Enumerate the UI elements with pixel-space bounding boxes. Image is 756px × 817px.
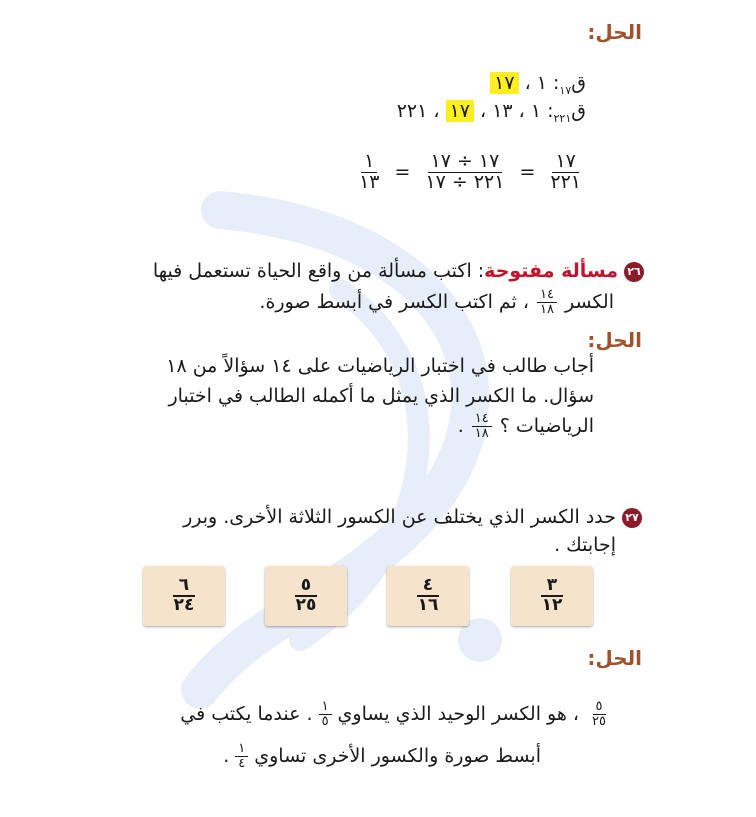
question-27-line-1 [183, 506, 642, 528]
answer-text: ، هو الكسر الوحيد الذي يساوي [337, 703, 580, 726]
answer-26-line-2: سؤال. ما الكسر الذي يمثل ما أكمله الطالب في اختبار [168, 385, 594, 407]
highlighted-factor: ١٧ [490, 72, 518, 94]
fraction-original: $\frac{١٧}{٢٢١}$ [550, 150, 581, 193]
fraction-result: $\frac{١}{١٣}$ [359, 150, 380, 193]
answer-text: . عندما يكتب في [180, 703, 313, 726]
factors-221-line [397, 100, 586, 125]
fraction-card-3: $\frac{٥}{٢٥}$ [265, 566, 347, 626]
fraction-5-25: $\frac{٥}{٢٥}$ [592, 699, 606, 729]
answer-text: أبسط صورة والكسور الأخرى تساوي [254, 745, 541, 768]
answer-27-line-2 [223, 742, 541, 770]
solution-label-1: الحل: [587, 20, 642, 44]
watermark-logo [140, 170, 560, 730]
fraction-division: $\frac{١٧ \div ١٧}{٢٢١ \div ١٧}$ [425, 150, 505, 193]
equals-sign: = [394, 161, 411, 184]
question-number-badge: ٢٦ [624, 262, 644, 282]
highlighted-factor: ١٧ [446, 100, 474, 122]
solution-label-2: الحل: [587, 328, 642, 352]
equals-sign: = [519, 161, 536, 184]
fraction-card-1: $\frac{٣}{١٢}$ [511, 566, 593, 626]
answer-26-line-3 [458, 412, 594, 440]
factors-17-line [490, 72, 586, 97]
fraction-card-2: $\frac{٤}{١٦}$ [387, 566, 469, 626]
question-text: حدد الكسر الذي يختلف عن الكسور الثلاثة الأخرى. وبرر [183, 506, 616, 528]
answer-text: الرياضيات ؟ [499, 415, 594, 438]
period: . [223, 745, 230, 768]
answer-26-line-1: أجاب طالب في اختبار الرياضيات على ١٤ سؤالاً من ١٨ [166, 355, 594, 377]
question-title: مسألة مفتوحة [484, 260, 618, 282]
factor-list: : ١ ، [518, 72, 560, 94]
fraction-card-4: $\frac{٦}{٢٤}$ [143, 566, 225, 626]
fraction-1-5: $\frac{١}{٥}$ [319, 700, 332, 728]
factor-list: : ١ ، ١٣ ، [473, 100, 554, 122]
factor-subscript: ١٧ [559, 83, 572, 97]
question-text: : اكتب مسألة من واقع الحياة تستعمل فيها [152, 260, 485, 282]
fraction-1-4: $\frac{١}{٤}$ [235, 742, 248, 770]
question-text: ، ثم اكتب الكسر في أبسط صورة. [259, 291, 530, 314]
simplification-equation [354, 152, 586, 193]
question-number-badge: ٢٧ [622, 508, 642, 528]
period: . [457, 415, 464, 438]
solution-label-3: الحل: [587, 646, 642, 670]
question-27-line-2: إجابتك . [554, 534, 616, 556]
factor-prefix: ق [571, 100, 586, 122]
fraction-14-18: $\frac{١٤}{١٨}$ [472, 412, 492, 440]
question-26-line-2 [259, 288, 614, 316]
answer-27-line-1 [180, 700, 611, 728]
question-26-line-1 [153, 260, 644, 282]
factor-subscript: ٢٢١ [553, 111, 572, 125]
factor-prefix: ق [571, 72, 586, 94]
factor-tail: ، ٢٢١ [396, 100, 446, 122]
question-text: الكسر [565, 291, 614, 314]
fraction-14-18: $\frac{١٤}{١٨}$ [537, 288, 557, 316]
